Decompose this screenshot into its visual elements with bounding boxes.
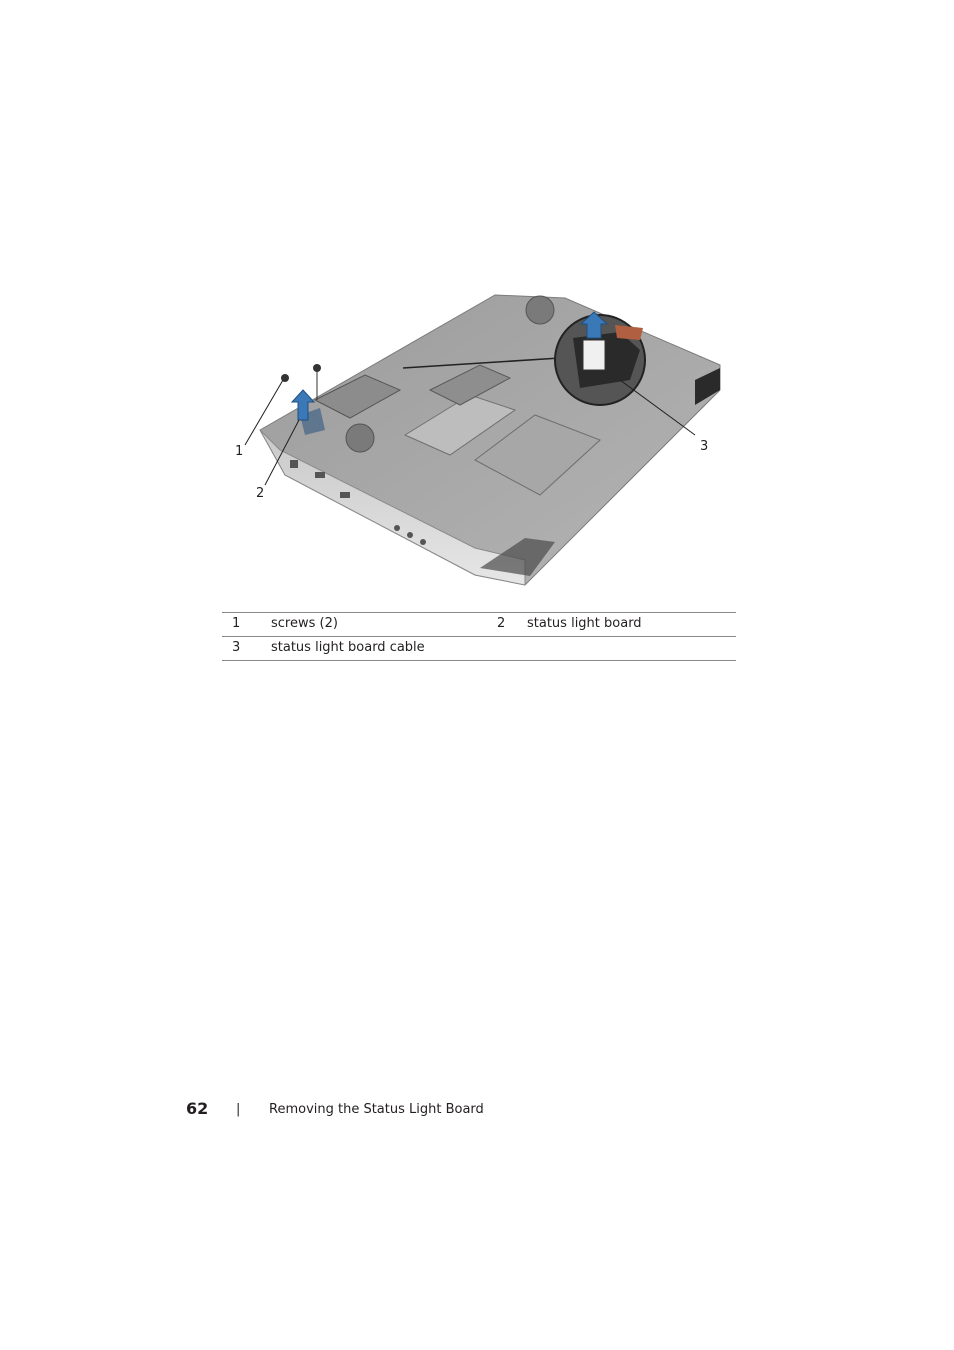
callout-legend-table [222,612,736,661]
legend-label: status light board cable [271,637,489,661]
laptop-base-drawing [225,280,745,600]
legend-label: screws (2) [271,613,489,637]
legend-number: 1 [222,613,271,637]
legend-number: 3 [222,637,271,661]
page-number: 62 [186,1099,209,1118]
legend-label: status light board [527,613,736,637]
table-row [222,613,736,637]
callout-3: 3 [700,439,709,454]
legend-number [489,637,527,661]
table-row [222,637,736,661]
footer-section-title: Removing the Status Light Board [269,1102,484,1117]
legend-number: 2 [489,613,527,637]
laptop-illustration [225,280,745,600]
legend-label [527,637,736,661]
callout-1: 1 [235,444,244,459]
footer-separator: | [236,1102,241,1117]
callout-2: 2 [256,486,265,501]
